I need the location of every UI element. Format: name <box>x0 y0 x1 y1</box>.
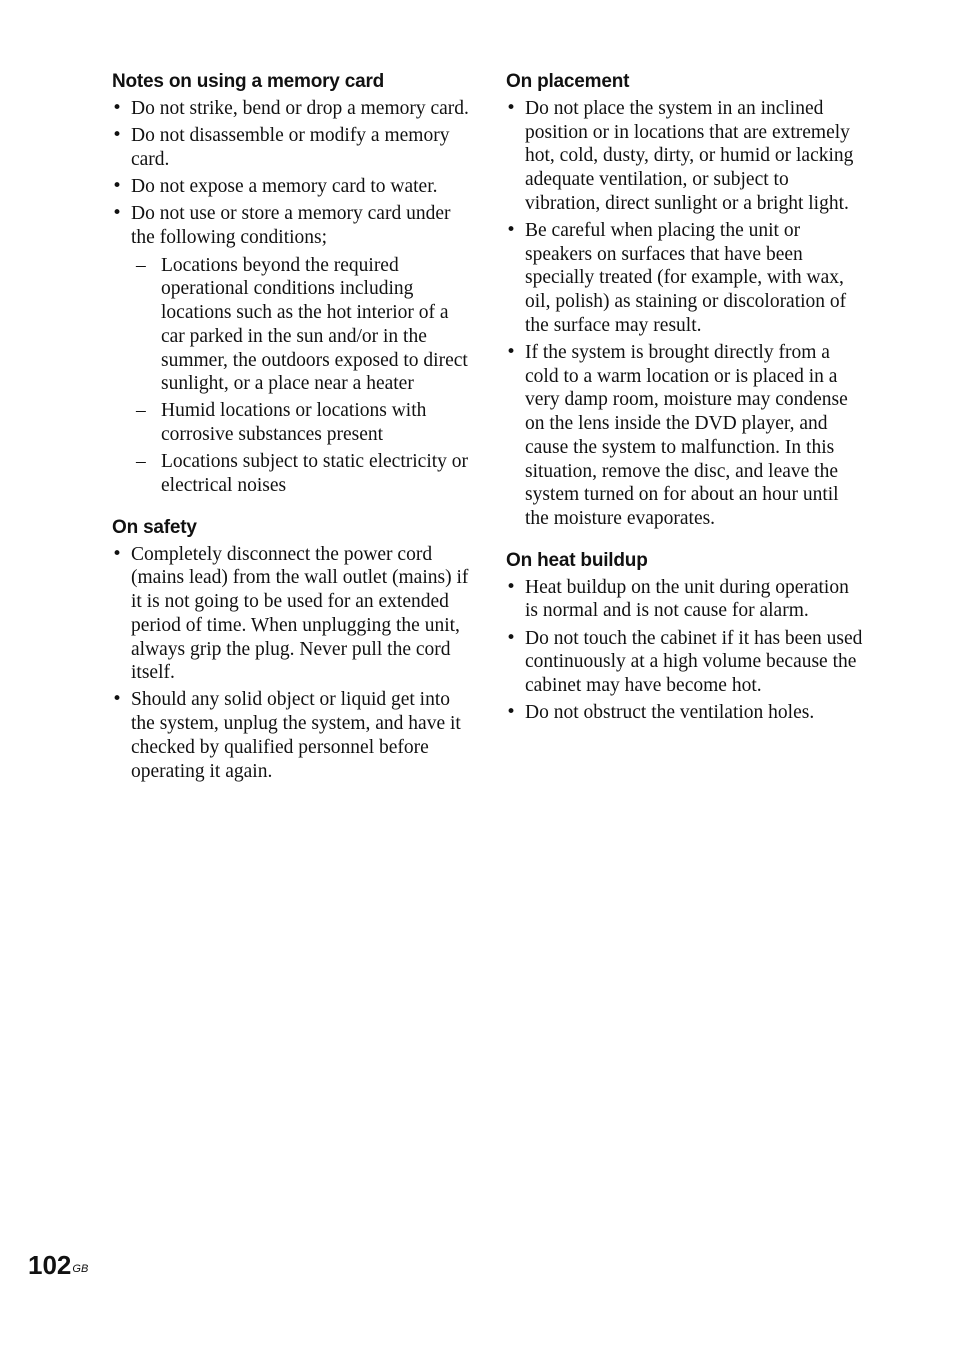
list-item: • Do not expose a memory card to water. <box>112 176 438 198</box>
left-column <box>112 70 472 801</box>
dash-icon: – <box>136 400 146 422</box>
list-item: • Do not strike, bend or drop a memory card. <box>112 98 469 119</box>
list-item: • Do not obstruct the ventilation holes. <box>506 702 815 724</box>
list-item: • Do not place the system in an inclined position or in locations that are extremely hot, cold, dusty, dirty, or humid or lacking adequate ventilation, or subject to vibration, direct sunlight or a bright light. <box>506 98 854 214</box>
list-item: • Should any solid object or liquid get into the system, unplug the system, and have it checked by qualified personnel before operating it again. <box>112 689 461 782</box>
safety-list <box>112 543 472 784</box>
bullet-icon: • <box>506 98 517 118</box>
bullet-icon: • <box>112 689 123 710</box>
dash-icon: – <box>136 254 146 276</box>
bullet-icon: • <box>112 125 123 146</box>
bullet-icon: • <box>506 627 517 648</box>
list-item: • Do not use or store a memory card under the following conditions; – Locations beyond the required operational conditions including locations such as the hot interior of a car parked in the sun and/or in the summer, the outdoors exposed to direct sunlight, or a place near a heater – Humid locations or locations with corrosive substances present – Locations subject to static electricity or electrical noises <box>112 202 472 497</box>
list-item: • Completely disconnect the power cord (mains lead) from the wall outlet (mains) if it is not going to be used for an extended period of time. When unplugging the unit, always grip the plug. Never pull the cord itself. <box>112 543 469 684</box>
bullet-icon: • <box>112 176 123 197</box>
dash-icon: – <box>136 451 146 473</box>
bullet-icon: • <box>112 203 123 224</box>
memory-card-section <box>112 70 472 498</box>
sublist-item: – Humid locations or locations with corrosive substances present <box>136 400 427 446</box>
memory-card-heading: Notes on using a memory card <box>112 71 385 92</box>
right-column <box>506 70 866 743</box>
memory-card-list <box>112 97 472 498</box>
safety-section <box>112 516 472 784</box>
conditions-sublist <box>131 254 472 498</box>
list-item: • Do not disassemble or modify a memory card. <box>112 125 450 170</box>
page-number: $102^{GB}$ <box>28 1250 89 1280</box>
bullet-icon: • <box>506 702 517 723</box>
bullet-icon: • <box>112 543 123 564</box>
list-item: • Heat buildup on the unit during operation is normal and is not cause for alarm. <box>506 576 849 622</box>
heat-buildup-heading: On heat buildup <box>506 549 648 571</box>
safety-heading: On safety <box>112 516 197 538</box>
sublist-item: – Locations subject to static electricity or electrical noises <box>136 451 469 497</box>
heat-buildup-section <box>506 549 866 725</box>
page-language-suffix: GB <box>72 1263 89 1275</box>
list-item: • Do not touch the cabinet if it has been used continuously at a high volume because the cabinet may have become hot. <box>506 627 863 696</box>
placement-section <box>506 70 866 531</box>
bullet-icon: • <box>112 98 123 118</box>
list-item: • Be careful when placing the unit or speakers on surfaces that have been specially treated (for example, with wax, oil, polish) as staining or discoloration of the surface may result. <box>506 220 847 336</box>
list-item: • If the system is brought directly from a cold to a warm location or is placed in a very damp room, moisture may condense on the lens inside the DVD player, and cause the system to malfunction. In this situation, remove the disc, and leave the system turned on for about an hour until the moisture evaporates. <box>506 342 848 529</box>
bullet-icon: • <box>506 220 517 241</box>
bullet-icon: • <box>506 576 517 597</box>
heat-buildup-list <box>506 576 866 725</box>
sublist-item: – Locations beyond the required operational conditions including locations such as the hot interior of a car parked in the sun and/or in the summer, the outdoors exposed to direct sunlight, or a place near a heater <box>136 254 468 395</box>
bullet-icon: • <box>506 342 517 363</box>
placement-list <box>506 97 866 531</box>
placement-heading: On placement <box>506 71 630 92</box>
